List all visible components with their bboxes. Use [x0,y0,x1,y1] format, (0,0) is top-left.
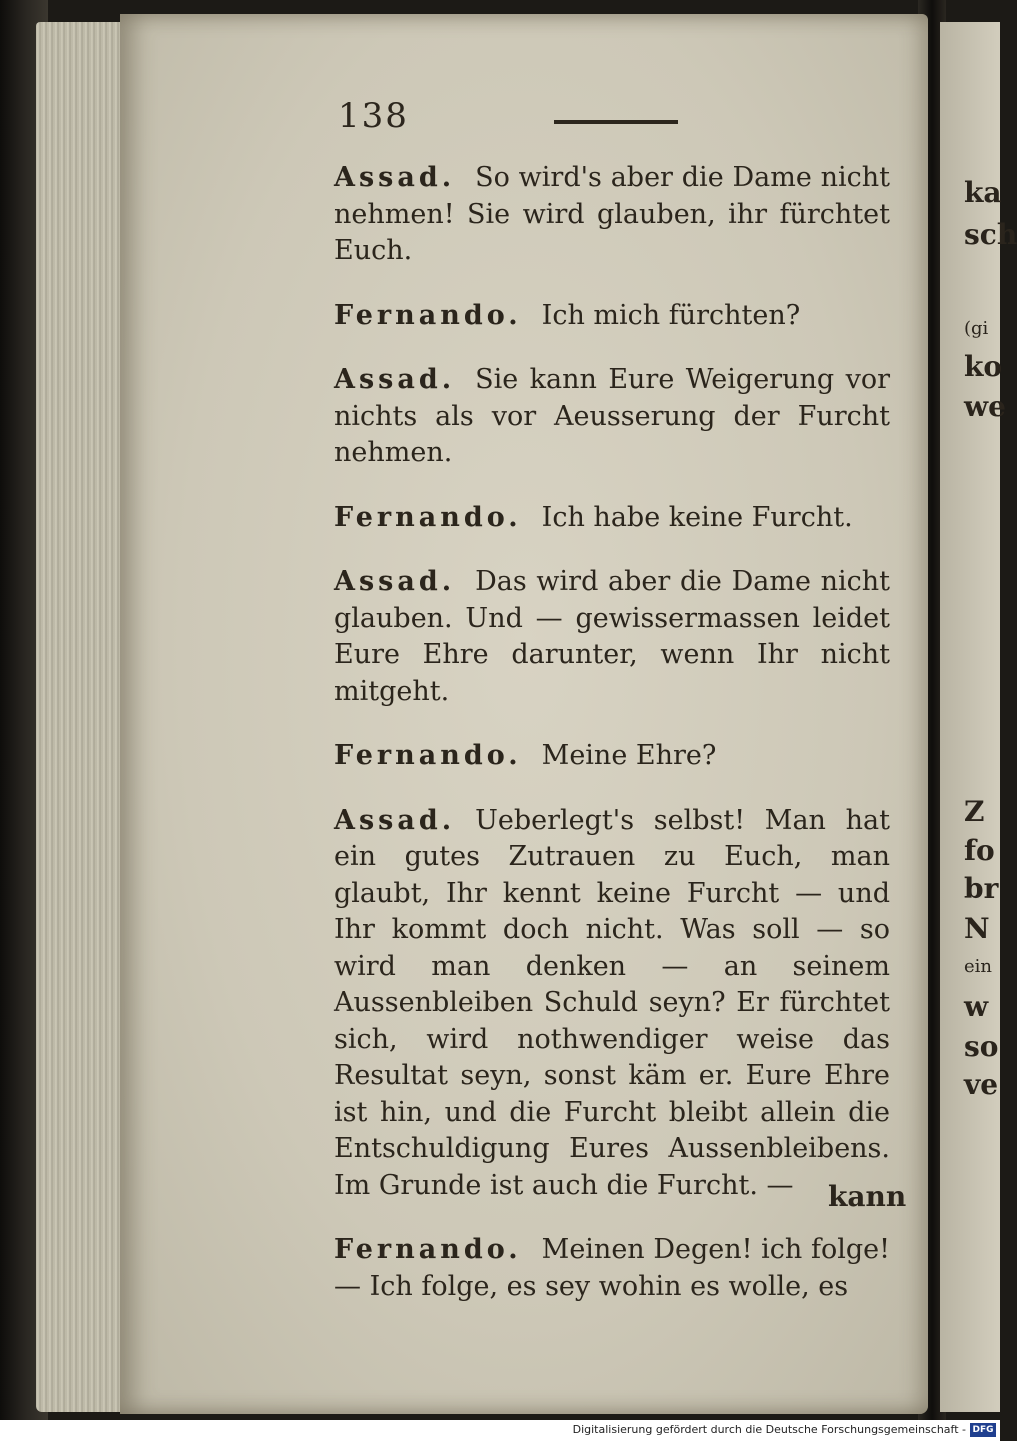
speaker-name: Assad. [334,162,456,193]
dialogue-paragraph [334,362,890,472]
dfg-logo-icon: DFG [970,1423,996,1437]
facing-page-fragment: sch [964,218,1017,251]
dialogue-paragraph [334,298,890,335]
facing-page-fragment: ve [964,1068,999,1101]
dialogue-paragraph [334,564,890,710]
speaker-name: Assad. [334,566,456,597]
dialogue-text: Das wird aber die Dame nicht glauben. Und — gewissermassen leidet Eure Ehre darunter, wenn Ihr nicht mitgeht. [334,566,890,707]
speaker-name: Fernando. [334,740,522,771]
dialogue-text: So wird's aber die Dame nicht nehmen! Sie wird glauben, ihr fürchtet Euch. [334,162,890,266]
header-rule [554,120,678,124]
dialogue-paragraph [334,803,890,1205]
dialogue-text: Ich habe keine Furcht. [541,501,853,533]
page-number: 138 [338,96,409,136]
dialogue-paragraph [334,738,890,775]
facing-page-fragment: (gi [964,318,989,339]
dialogue-text: Meinen Degen! ich folge! — Ich folge, es sey wohin es wolle, es [334,1234,890,1302]
footer-bar [0,1420,1000,1441]
facing-page-fragment: ein [964,956,993,977]
facing-page-fragment: ka [964,176,1002,209]
speaker-name: Assad. [334,804,456,836]
catchword: kann [828,1180,907,1213]
funding-credit: Digitalisierung gefördert durch die Deutsche Forschungsgemeinschaft - [572,1423,966,1436]
facing-page-fragment: we [964,390,1006,423]
facing-page-fragment: ko [964,350,1003,383]
dialogue-paragraph [334,160,890,270]
dialogue-paragraph [334,1232,890,1305]
dialogue-text: Meine Ehre? [541,740,717,771]
dialogue-paragraph [334,500,890,537]
facing-page-fragment: Z [964,795,985,828]
speaker-name: Fernando. [334,299,522,331]
facing-page-fragment: fo [964,834,995,867]
facing-page-fragment: so [964,1030,999,1063]
facing-page-fragment: br [964,872,999,905]
facing-page-fragment: w [964,990,989,1023]
speaker-name: Fernando. [334,1234,522,1265]
speaker-name: Assad. [334,364,456,395]
dialogue-text: Ueberlegt's selbst! Man hat ein gutes Zutrauen zu Euch, man glaubt, Ihr kennt keine Furcht — und Ihr kommt doch nicht. Was soll — so wird man denken — an seinem Aussenbleiben Schuld seyn? Er fürchtet sich, wird nothwendiger weise das Resultat seyn, sonst käm er. Eure Ehre ist hin, und die Furcht bleibt allein die Entschuldigung Eures Aussenbleibens. Im Grunde ist auch die Furcht. — [334,804,890,1201]
page-body [334,160,890,1333]
speaker-name: Fernando. [334,501,522,533]
dialogue-text: Ich mich fürchten? [541,299,801,331]
facing-page-fragment: N [964,912,990,945]
dialogue-text: Sie kann Eure Weigerung vor nichts als vor Aeusserung der Furcht nehmen. [334,364,890,468]
